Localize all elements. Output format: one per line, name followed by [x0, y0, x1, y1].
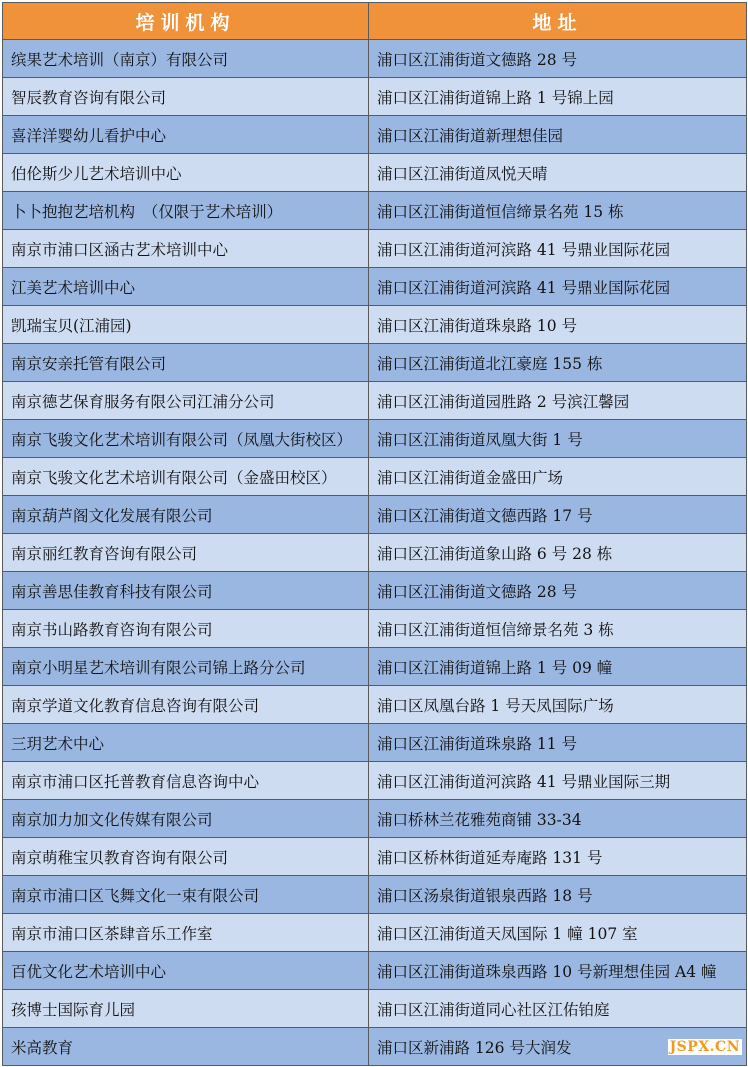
table-row — [3, 724, 747, 762]
table-row — [3, 306, 747, 344]
table-row — [3, 990, 747, 1028]
cell-address: 浦口区江浦街道同心社区江佑铂庭 — [369, 990, 747, 1028]
cell-address: 浦口区江浦街道恒信缔景名苑 15 栋 — [369, 192, 747, 230]
header-address: 地址 — [369, 3, 747, 40]
cell-address: 浦口区江浦街道凤悦天晴 — [369, 154, 747, 192]
table-row — [3, 458, 747, 496]
cell-address: 浦口区江浦街道珠泉路 10 号 — [369, 306, 747, 344]
cell-institution: 伯伦斯少儿艺术培训中心 — [3, 154, 369, 192]
table-row — [3, 914, 747, 952]
table-row — [3, 154, 747, 192]
cell-address: 浦口区江浦街道文德路 28 号 — [369, 40, 747, 78]
cell-institution: 三玥艺术中心 — [3, 724, 369, 762]
table-row — [3, 116, 747, 154]
table-row — [3, 648, 747, 686]
cell-institution: 南京安亲托管有限公司 — [3, 344, 369, 382]
cell-institution: 南京市浦口区托普教育信息咨询中心 — [3, 762, 369, 800]
cell-address: 浦口区江浦街道金盛田广场 — [369, 458, 747, 496]
cell-institution: 缤果艺术培训（南京）有限公司 — [3, 40, 369, 78]
table-row — [3, 876, 747, 914]
cell-address: 浦口区江浦街道北江豪庭 155 栋 — [369, 344, 747, 382]
cell-institution: 南京飞骏文化艺术培训有限公司（金盛田校区） — [3, 458, 369, 496]
cell-address: 浦口区江浦街道锦上路 1 号 09 幢 — [369, 648, 747, 686]
cell-institution: 卜卜抱抱艺培机构 （仅限于艺术培训） — [3, 192, 369, 230]
cell-institution: 南京加力加文化传媒有限公司 — [3, 800, 369, 838]
cell-institution: 南京学道文化教育信息咨询有限公司 — [3, 686, 369, 724]
table-row — [3, 382, 747, 420]
cell-institution: 智辰教育咨询有限公司 — [3, 78, 369, 116]
table-row — [3, 40, 747, 78]
cell-institution: 南京萌稚宝贝教育咨询有限公司 — [3, 838, 369, 876]
cell-institution: 南京飞骏文化艺术培训有限公司（凤凰大街校区） — [3, 420, 369, 458]
watermark-logo: JSPX.CN — [669, 1039, 740, 1055]
cell-address: 浦口区江浦街道凤凰大街 1 号 — [369, 420, 747, 458]
table-row — [3, 952, 747, 990]
table-header-row — [3, 3, 747, 40]
table-row — [3, 192, 747, 230]
cell-address: 浦口区江浦街道珠泉路 11 号 — [369, 724, 747, 762]
table-row — [3, 268, 747, 306]
cell-address: 浦口区江浦街道河滨路 41 号鼎业国际三期 — [369, 762, 747, 800]
table-row — [3, 534, 747, 572]
cell-address: 浦口区江浦街道新理想佳园 — [369, 116, 747, 154]
cell-address: 浦口区桥林街道延寿庵路 131 号 — [369, 838, 747, 876]
cell-institution: 江美艺术培训中心 — [3, 268, 369, 306]
table-row — [3, 686, 747, 724]
table-row — [3, 762, 747, 800]
table-row — [3, 838, 747, 876]
cell-address: 浦口区江浦街道文德路 28 号 — [369, 572, 747, 610]
table-row — [3, 610, 747, 648]
table-row — [3, 496, 747, 534]
cell-institution: 孩博士国际育儿园 — [3, 990, 369, 1028]
cell-institution: 南京小明星艺术培训有限公司锦上路分公司 — [3, 648, 369, 686]
cell-address: 浦口区江浦街道河滨路 41 号鼎业国际花园 — [369, 268, 747, 306]
cell-address: 浦口区凤凰台路 1 号天凤国际广场 — [369, 686, 747, 724]
cell-institution: 南京市浦口区涵古艺术培训中心 — [3, 230, 369, 268]
institution-table — [2, 2, 747, 1066]
table-row — [3, 344, 747, 382]
cell-institution: 南京市浦口区茶肆音乐工作室 — [3, 914, 369, 952]
cell-address: 浦口区江浦街道恒信缔景名苑 3 栋 — [369, 610, 747, 648]
cell-institution: 南京葫芦阁文化发展有限公司 — [3, 496, 369, 534]
cell-address: 浦口区江浦街道园胜路 2 号滨江馨园 — [369, 382, 747, 420]
cell-institution: 南京善思佳教育科技有限公司 — [3, 572, 369, 610]
cell-institution: 南京丽红教育咨询有限公司 — [3, 534, 369, 572]
cell-address: 浦口区江浦街道河滨路 41 号鼎业国际花园 — [369, 230, 747, 268]
table-row — [3, 230, 747, 268]
table-body — [3, 40, 747, 1066]
cell-institution: 米高教育 — [3, 1028, 369, 1066]
cell-address: 浦口区江浦街道珠泉西路 10 号新理想佳园 A4 幢 — [369, 952, 747, 990]
table-row — [3, 800, 747, 838]
table-row — [3, 78, 747, 116]
cell-institution: 凯瑞宝贝(江浦园) — [3, 306, 369, 344]
cell-address: 浦口区汤泉街道银泉西路 18 号 — [369, 876, 747, 914]
cell-address: 浦口区江浦街道文德西路 17 号 — [369, 496, 747, 534]
cell-institution: 南京市浦口区飞舞文化一束有限公司 — [3, 876, 369, 914]
cell-address: 浦口区新浦路 126 号大润发 — [369, 1028, 747, 1066]
cell-institution: 喜洋洋婴幼儿看护中心 — [3, 116, 369, 154]
cell-address: 浦口区江浦街道象山路 6 号 28 栋 — [369, 534, 747, 572]
cell-address: 浦口区江浦街道天凤国际 1 幢 107 室 — [369, 914, 747, 952]
header-institution: 培训机构 — [3, 3, 369, 40]
table-row — [3, 1028, 747, 1066]
table-row — [3, 572, 747, 610]
cell-address: 浦口区江浦街道锦上路 1 号锦上园 — [369, 78, 747, 116]
cell-institution: 南京书山路教育咨询有限公司 — [3, 610, 369, 648]
cell-institution: 百优文化艺术培训中心 — [3, 952, 369, 990]
cell-institution: 南京德艺保育服务有限公司江浦分公司 — [3, 382, 369, 420]
table-row — [3, 420, 747, 458]
cell-address: 浦口桥林兰花雅苑商铺 33-34 — [369, 800, 747, 838]
